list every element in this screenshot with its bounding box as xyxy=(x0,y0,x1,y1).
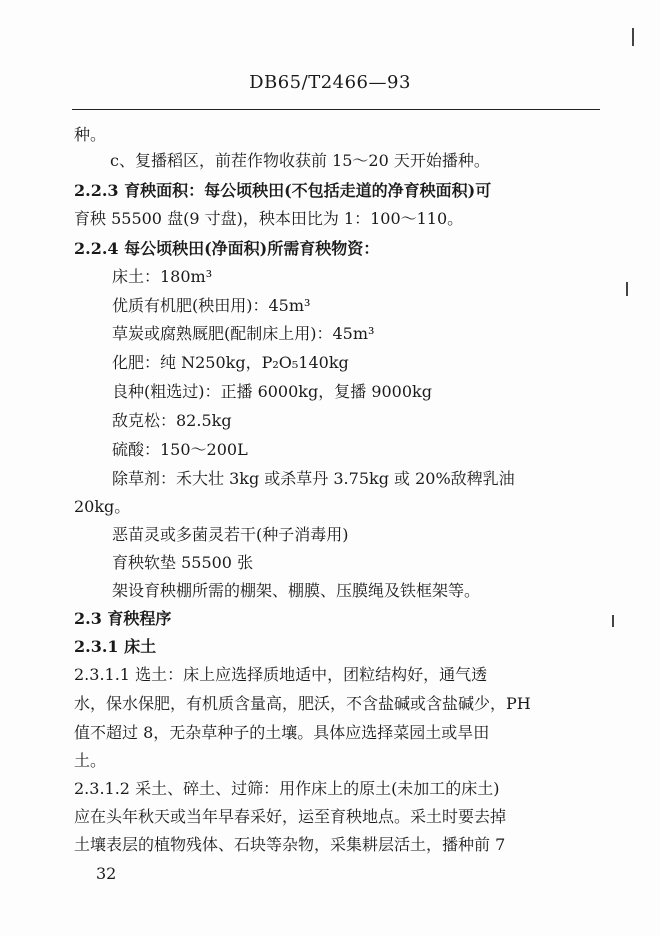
scan-edge-mark xyxy=(632,28,634,46)
scan-edge-mark xyxy=(612,615,614,627)
list-item: 优质有机肥(秧田用)：45m³ xyxy=(112,296,311,315)
list-item: 草炭或腐熟厩肥(配制床上用)：45m³ xyxy=(112,324,375,343)
section-heading: 2.3 育秧程序 xyxy=(74,609,172,628)
text-line: 2.3.1.1 选土：床上应选择质地适中，团粒结构好，通气透 xyxy=(74,665,488,684)
text-line: c、复播稻区，前茬作物收获前 15～20 天开始播种。 xyxy=(110,151,490,170)
text-line: 应在头年秋天或当年早春采好，运至育秧地点。采土时要去掉 xyxy=(74,807,507,826)
section-line: 2.2.4 每公顷秧田(净面积)所需育秧物资： xyxy=(74,239,380,258)
header-rule xyxy=(72,109,600,110)
text-line: 育秧 55500 盘(9 寸盘)，秧本田比为 1：100～110。 xyxy=(74,209,464,228)
text-line: 土壤表层的植物残体、石块等杂物，采集耕层活土，播种前 7 xyxy=(74,835,506,854)
section-heading: 2.3.1 床土 xyxy=(74,637,157,656)
list-item: 架设育秧棚所需的棚架、棚膜、压膜绳及铁框架等。 xyxy=(112,581,481,600)
list-item: 敌克松：82.5kg xyxy=(112,411,232,430)
text-line: 种。 xyxy=(74,125,107,144)
list-item: 化肥：纯 N250kg，P₂O₅140kg xyxy=(112,353,349,372)
text-line: 20kg。 xyxy=(74,497,131,516)
list-item: 良种(粗选过)：正播 6000kg，复播 9000kg xyxy=(112,382,432,401)
text-line: 值不超过 8，无杂草种子的土壤。具体应选择菜园土或旱田 xyxy=(74,723,490,742)
list-item: 恶苗灵或多菌灵若干(种子消毒用) xyxy=(112,525,349,544)
scan-edge-mark xyxy=(626,282,628,296)
list-item: 硫酸：150～200L xyxy=(112,440,248,459)
list-item: 床土：180m³ xyxy=(112,267,213,286)
text-line: 2.3.1.2 采土、碎土、过筛：用作床上的原土(未加工的床土) xyxy=(74,779,500,798)
section-line: 2.2.3 育秧面积：每公顷秧田(不包括走道的净育秧面积)可 xyxy=(74,181,492,200)
text-line: 水，保水保肥，有机质含量高，肥沃，不含盐碱或含盐碱少，PH xyxy=(74,694,531,713)
page-number: 32 xyxy=(96,864,117,883)
text-line: 土。 xyxy=(74,751,107,770)
standard-code-header: DB65/T2466—93 xyxy=(249,72,411,93)
list-item: 育秧软垫 55500 张 xyxy=(112,553,254,572)
list-item: 除草剂：禾大壮 3kg 或杀草丹 3.75kg 或 20%敌稗乳油 xyxy=(112,469,515,488)
